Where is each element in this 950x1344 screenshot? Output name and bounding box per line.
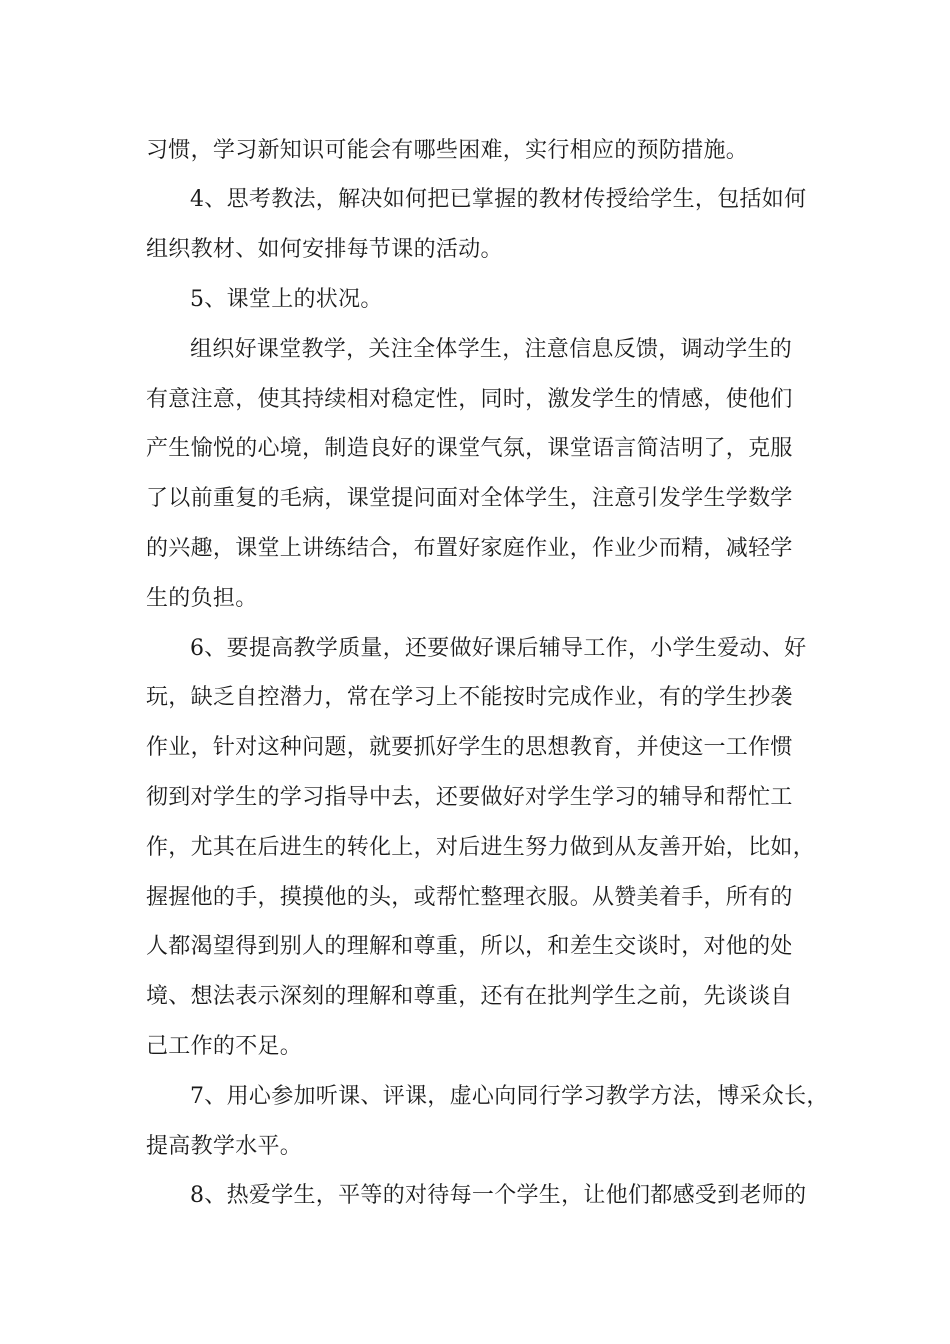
text-line: 组织好课堂教学，关注全体学生，注意信息反馈，调动学生的 [190, 337, 793, 362]
text-line: 作，尤其在后进生的转化上，对后进生努力做到从友善开始，比如， [146, 835, 816, 860]
text-line: 生的负担。 [146, 586, 258, 611]
text-line: 组织教材、如何安排每节课的活动。 [146, 237, 503, 262]
text-line: 玩，缺乏自控潜力，常在学习上不能按时完成作业，有的学生抄袭 [146, 685, 793, 710]
text-line: 的兴趣，课堂上讲练结合，布置好家庭作业，作业少而精，减轻学 [146, 536, 793, 561]
text-line: 境、想法表示深刻的理解和尊重，还有在批判学生之前，先谈谈自 [146, 984, 793, 1009]
text-line: 作业，针对这种问题，就要抓好学生的思想教育，并使这一工作惯 [146, 735, 793, 760]
text-line: 己工作的不足。 [146, 1034, 303, 1059]
text-line: 人都渴望得到别人的理解和尊重，所以，和差生交谈时，对他的处 [146, 934, 793, 959]
text-line: 产生愉悦的心境，制造良好的课堂气氛，课堂语言简洁明了，克服 [146, 436, 793, 461]
text-line: 7、用心参加听课、评课，虚心向同行学习教学方法，博采众长， [190, 1084, 829, 1109]
text-line: 了以前重复的毛病，课堂提问面对全体学生，注意引发学生学数学 [146, 486, 793, 511]
text-line: 握握他的手，摸摸他的头，或帮忙整理衣服。从赞美着手，所有的 [146, 885, 793, 910]
text-line: 彻到对学生的学习指导中去，还要做好对学生学习的辅导和帮忙工 [146, 785, 793, 810]
text-line: 有意注意，使其持续相对稳定性，同时，激发学生的情感，使他们 [146, 387, 793, 412]
text-line: 提高教学水平。 [146, 1134, 303, 1159]
text-line: 习惯，学习新知识可能会有哪些困难，实行相应的预防措施。 [146, 138, 749, 163]
text-line: 8、热爱学生，平等的对待每一个学生，让他们都感受到老师的 [190, 1183, 807, 1208]
text-line: 5、课堂上的状况。 [190, 287, 383, 312]
text-line: 6、要提高教学质量，还要做好课后辅导工作，小学生爱动、好 [190, 636, 807, 661]
text-line: 4、思考教法，解决如何把已掌握的教材传授给学生，包括如何 [190, 187, 807, 212]
